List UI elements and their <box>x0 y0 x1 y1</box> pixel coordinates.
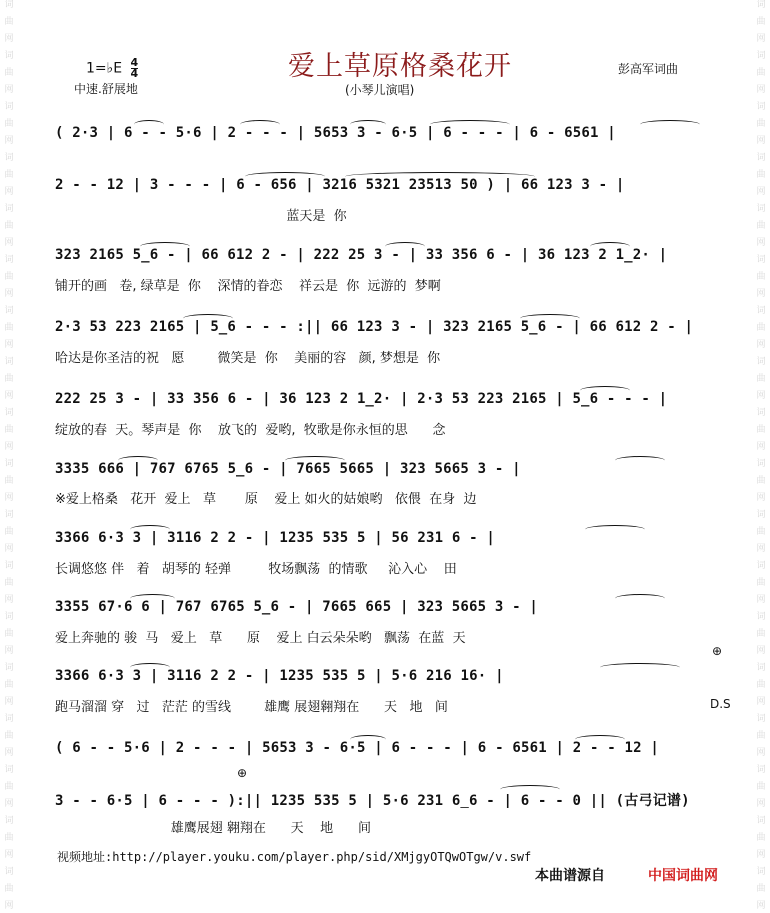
music-line-3: 323 2165 5̲6 - | 66 612 2 - | 222 25 3 - | 33 356 6 - | 36 123 2 1̲2· | <box>55 247 668 263</box>
author-credit: 彭高军词曲 <box>618 62 679 76</box>
watermark-char: 曲 <box>756 527 766 537</box>
lyric-line-5: 绽放的春 天。琴声是 你 放飞的 爱哟, 牧歌是你永恒的思 念 <box>55 423 446 437</box>
music-line-9: 3366 6·3 3 | 3116 2 2 - | 1235 535 5 | 5·6 216 16· | <box>55 668 504 684</box>
watermark-char: 词 <box>4 510 14 520</box>
watermark-char: 网 <box>4 340 14 350</box>
music-line-11: 3 - - 6·5 | 6 - - - ):|| 1235 535 5 | 5·6 231 6̲6 - | 6 - - 0 || (古弓记谱) <box>55 793 690 808</box>
watermark-char: 曲 <box>756 425 766 435</box>
watermark-char: 网 <box>4 850 14 860</box>
coda-marker-1: ⊕ <box>712 644 723 658</box>
coda-marker-2: ⊕ <box>237 766 248 780</box>
music-line-7: 3366 6·3 3 | 3116 2 2 - | 1235 535 5 | 56 231 6 - | <box>55 530 496 546</box>
watermark-char: 词 <box>756 612 766 622</box>
watermark-char: 词 <box>4 612 14 622</box>
watermark-char: 网 <box>4 646 14 656</box>
watermark-char: 曲 <box>4 527 14 537</box>
watermark-char: 曲 <box>4 170 14 180</box>
watermark-char: 曲 <box>4 374 14 384</box>
watermark-char: 曲 <box>756 17 766 27</box>
watermark-char: 曲 <box>4 425 14 435</box>
watermark-char: 词 <box>756 255 766 265</box>
watermark-char: 网 <box>4 391 14 401</box>
watermark-char: 词 <box>756 102 766 112</box>
watermark-char: 曲 <box>4 578 14 588</box>
watermark-char: 词 <box>4 765 14 775</box>
watermark-char: 词 <box>756 408 766 418</box>
lyric-line-6: ※爱上格桑 花开 爱上 草 原 爱上 如火的姑娘哟 依偎 在身 边 <box>55 492 477 506</box>
watermark-char: 词 <box>4 816 14 826</box>
watermark-char: 曲 <box>756 221 766 231</box>
slur <box>385 242 425 251</box>
watermark-char: 词 <box>4 102 14 112</box>
watermark-char: 曲 <box>756 731 766 741</box>
watermark-char: 曲 <box>756 884 766 894</box>
watermark-char: 曲 <box>756 578 766 588</box>
slur <box>285 456 345 465</box>
slur <box>350 120 386 129</box>
watermark-char: 网 <box>756 34 766 44</box>
tempo-marking: 中速.舒展地 <box>74 82 138 96</box>
watermark-char: 词 <box>4 357 14 367</box>
watermark-char: 曲 <box>4 68 14 78</box>
slur <box>240 120 280 129</box>
watermark-char: 网 <box>4 187 14 197</box>
time-bottom: 4 <box>130 67 139 80</box>
music-line-5: 222 25 3 - | 33 356 6 - | 36 123 2 1̲2· | 2·3 53 223 2165 | 5̲6 - - - | <box>55 391 668 407</box>
watermark-char: 曲 <box>756 119 766 129</box>
slur <box>183 314 233 323</box>
slur <box>500 785 560 794</box>
watermark-char: 词 <box>756 663 766 673</box>
watermark-char: 词 <box>756 0 766 10</box>
lyric-line-9: 跑马溜溜 穿 过 茫茫 的雪线 雄鹰 展翅翱翔在 天 地 间 <box>55 700 448 714</box>
watermark-char: 曲 <box>4 833 14 843</box>
watermark-char: 词 <box>756 867 766 877</box>
slur <box>580 386 630 395</box>
watermark-char: 曲 <box>4 17 14 27</box>
music-line-2: 2 - - 12 | 3 - - - | 6 - 656 | 3216 5321 23513 50 ) | 66 123 3 - | <box>55 177 625 193</box>
watermark-char: 网 <box>4 85 14 95</box>
watermark-char: 曲 <box>756 323 766 333</box>
watermark-char: 曲 <box>4 680 14 690</box>
watermark-char: 网 <box>4 34 14 44</box>
watermark-char: 曲 <box>4 476 14 486</box>
lyric-line-2: 蓝天是 你 <box>55 209 347 223</box>
watermark-char: 词 <box>4 459 14 469</box>
watermark-char: 词 <box>756 561 766 571</box>
watermark-char: 词 <box>4 0 14 10</box>
watermark-char: 网 <box>756 136 766 146</box>
watermark-char: 词 <box>4 561 14 571</box>
watermark-char: 网 <box>756 493 766 503</box>
watermark-char: 网 <box>756 748 766 758</box>
watermark-char: 词 <box>4 153 14 163</box>
watermark-char: 网 <box>4 799 14 809</box>
lyric-line-3: 铺开的画 卷, 绿草是 你 深情的眷恋 祥云是 你 远游的 梦啊 <box>55 279 441 293</box>
slur <box>600 663 680 672</box>
watermark-char: 网 <box>756 85 766 95</box>
watermark-char: 网 <box>4 289 14 299</box>
watermark-char: 网 <box>756 850 766 860</box>
watermark-char: 曲 <box>756 68 766 78</box>
watermark-char: 网 <box>4 748 14 758</box>
watermark-char: 网 <box>4 901 14 911</box>
lyric-line-4: 哈达是你圣洁的祝 愿 微笑是 你 美丽的容 颜, 梦想是 你 <box>55 351 441 365</box>
watermark-char: 词 <box>756 510 766 520</box>
watermark-char: 网 <box>756 595 766 605</box>
key-label: 1=♭E <box>86 60 123 77</box>
watermark-char: 曲 <box>756 272 766 282</box>
song-title: 爱上草原格桑花开 <box>288 51 512 82</box>
watermark-char: 曲 <box>4 221 14 231</box>
watermark-char: 词 <box>4 867 14 877</box>
slur <box>140 242 190 251</box>
watermark-char: 网 <box>756 799 766 809</box>
watermark-char: 网 <box>4 544 14 554</box>
watermark-char: 曲 <box>4 323 14 333</box>
watermark-char: 网 <box>756 340 766 350</box>
watermark-char: 曲 <box>756 476 766 486</box>
watermark-char: 词 <box>756 357 766 367</box>
watermark-char: 曲 <box>4 731 14 741</box>
watermark-char: 词 <box>4 255 14 265</box>
watermark-char: 网 <box>756 442 766 452</box>
slur <box>130 663 170 672</box>
watermark-char: 曲 <box>756 680 766 690</box>
watermark-char: 曲 <box>756 833 766 843</box>
watermark-char: 网 <box>756 187 766 197</box>
watermark-char: 曲 <box>4 272 14 282</box>
source-label: 本曲谱源自 <box>535 868 605 884</box>
watermark-char: 网 <box>4 493 14 503</box>
slur <box>134 120 164 129</box>
performer-subtitle: (小琴儿演唱) <box>345 83 415 97</box>
music-line-4: 2·3 53 223 2165 | 5̲6 - - - :|| 66 123 3 - | 323 2165 5̲6 - | 66 612 2 - | <box>55 319 694 335</box>
music-line-10: ( 6 - - 5·6 | 2 - - - | 5653 3 - 6·5 | 6 - - - | 6 - 6561 | 2 - - 12 | <box>55 740 660 756</box>
watermark-char: 词 <box>756 306 766 316</box>
watermark-char: 网 <box>4 136 14 146</box>
watermark-char: 词 <box>4 306 14 316</box>
watermark-char: 网 <box>4 442 14 452</box>
music-line-8: 3355 67·6 6 | 767 6765 5̲6 - | 7665 665 | 323 5665 3 - | <box>55 599 539 615</box>
watermark-char: 网 <box>4 595 14 605</box>
watermark-char: 曲 <box>4 629 14 639</box>
watermark-char: 词 <box>756 459 766 469</box>
watermark-char: 词 <box>756 204 766 214</box>
watermark-char: 曲 <box>4 884 14 894</box>
watermark-char: 词 <box>4 51 14 61</box>
watermark-char: 曲 <box>756 782 766 792</box>
lyric-line-8: 爱上奔驰的 骏 马 爱上 草 原 爱上 白云朵朵哟 飘荡 在蓝 天 <box>55 631 466 645</box>
watermark-char: 网 <box>756 544 766 554</box>
slur <box>575 735 625 744</box>
music-line-6: 3335 666 | 767 6765 5̲6 - | 7665 5665 | 323 5665 3 - | <box>55 461 521 477</box>
watermark-char: 词 <box>756 765 766 775</box>
watermark-char: 曲 <box>756 170 766 180</box>
brand-logo-text[interactable]: 中国词曲网 <box>648 868 718 884</box>
watermark-char: 网 <box>756 697 766 707</box>
watermark-char: 曲 <box>756 374 766 384</box>
watermark-char: 曲 <box>4 119 14 129</box>
watermark-char: 网 <box>756 238 766 248</box>
slur <box>350 735 386 744</box>
watermark-char: 网 <box>756 646 766 656</box>
slur <box>430 120 510 129</box>
watermark-char: 网 <box>4 238 14 248</box>
watermark-char: 网 <box>756 901 766 911</box>
slur <box>590 242 630 251</box>
lyric-line-7: 长调悠悠 伴 着 胡琴的 轻弹 牧场飘荡 的情歌 沁入心 田 <box>55 562 457 576</box>
watermark-char: 网 <box>756 391 766 401</box>
lyric-line-11: 雄鹰展翅 翱翔在 天 地 间 <box>55 821 371 835</box>
video-url[interactable]: 视频地址:http://player.youku.com/player.php/sid/XMjgyOTQwOTgw/v.swf <box>57 850 532 864</box>
time-top: 4 <box>130 56 139 69</box>
watermark-char: 词 <box>756 714 766 724</box>
slur <box>345 172 535 181</box>
slur <box>615 456 665 465</box>
slur <box>585 525 645 534</box>
music-line-1: ( 2·3 | 6 - - 5·6 | 2 - - - | 5653 3 - 6·5 | 6 - - - | 6 - 6561 | <box>55 125 616 141</box>
watermark-char: 词 <box>4 204 14 214</box>
ds-marking: D.S <box>710 697 731 711</box>
slur <box>130 594 175 603</box>
watermark-char: 词 <box>4 408 14 418</box>
watermark-char: 词 <box>756 153 766 163</box>
slur <box>130 525 170 534</box>
watermark-char: 曲 <box>756 629 766 639</box>
watermark-char: 词 <box>4 663 14 673</box>
slur <box>640 120 700 129</box>
watermark-char: 网 <box>4 697 14 707</box>
slur <box>520 314 580 323</box>
watermark-char: 词 <box>4 714 14 724</box>
watermark-char: 网 <box>756 289 766 299</box>
watermark-char: 曲 <box>4 782 14 792</box>
slur <box>118 456 158 465</box>
slur <box>245 172 325 181</box>
watermark-char: 词 <box>756 816 766 826</box>
watermark-char: 词 <box>756 51 766 61</box>
slur <box>615 594 665 603</box>
